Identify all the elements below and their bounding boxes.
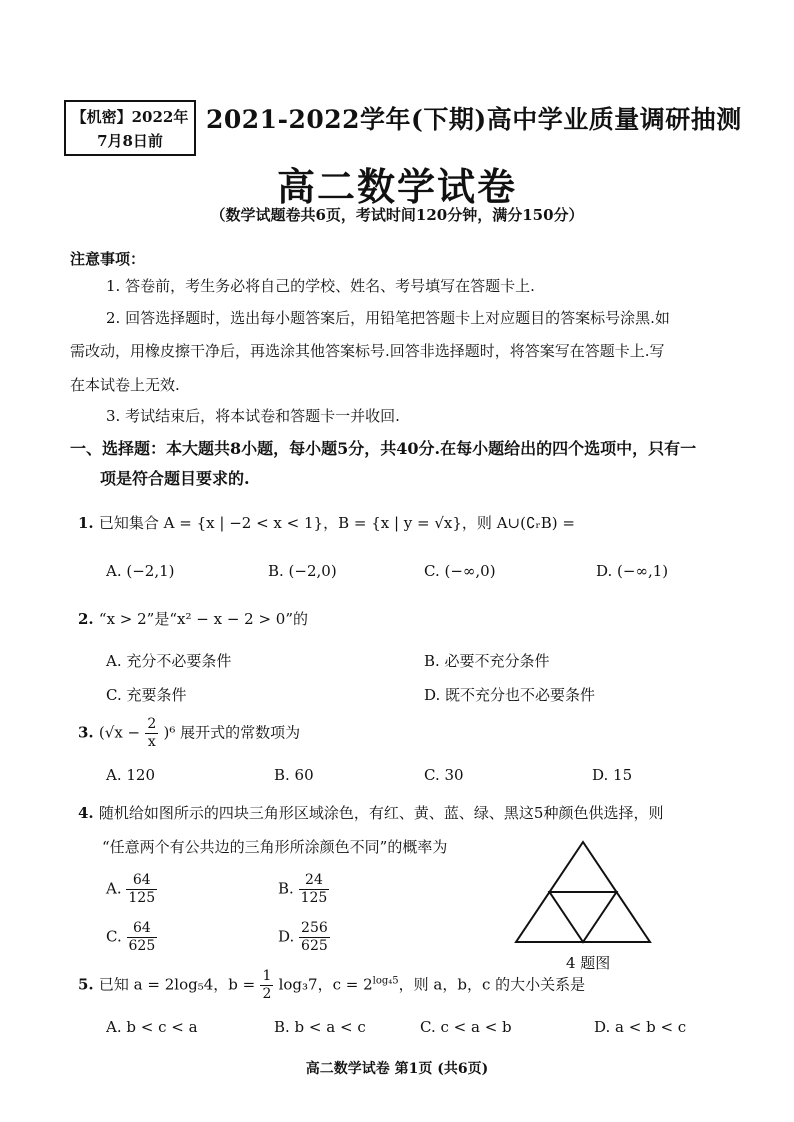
option-b bbox=[278, 872, 329, 907]
fraction-denominator: 125 bbox=[128, 890, 156, 906]
confidential-stamp bbox=[64, 100, 196, 156]
option-a bbox=[106, 872, 157, 907]
option-d: D. a < b < c bbox=[594, 1018, 687, 1036]
exponent: log₄5 bbox=[372, 975, 399, 987]
option-label: B. bbox=[278, 879, 294, 898]
fraction bbox=[260, 968, 273, 1003]
option-c: C. (−∞,0) bbox=[424, 562, 496, 580]
exam-title: 高二数学试卷 bbox=[276, 164, 517, 209]
fraction-numerator: 1 bbox=[262, 968, 272, 984]
fraction-numerator: 24 bbox=[299, 872, 330, 890]
option-a: A. b < c < a bbox=[106, 1018, 198, 1036]
question-stem-cont: “任意两个有公共边的三角形所涂颜色不同”的概率为 bbox=[102, 838, 448, 856]
exam-subtitle: （数学试题卷共6页，考试时间120分钟，满分150分） bbox=[210, 206, 584, 224]
fraction-numerator: 64 bbox=[126, 872, 157, 890]
option-c: C. 30 bbox=[424, 766, 464, 784]
fraction-denominator: 2 bbox=[262, 986, 272, 1002]
fraction bbox=[299, 872, 330, 907]
question-3 bbox=[78, 716, 300, 751]
note-item: 2. 回答选择题时，选出每小题答案后，用铅笔把答题卡上对应题目的答案标号涂黑.如 bbox=[106, 309, 670, 327]
question-stem-c: ，则 a，b，c 的大小关系是 bbox=[398, 975, 586, 994]
option-b: B. 必要不充分条件 bbox=[424, 652, 550, 670]
stamp-line1: 【机密】2022年 bbox=[71, 108, 189, 126]
option-a: A. 120 bbox=[106, 766, 155, 784]
option-c: C. c < a < b bbox=[420, 1018, 512, 1036]
fraction bbox=[145, 716, 158, 751]
question-5 bbox=[78, 968, 585, 1003]
option-label: A. bbox=[106, 879, 122, 898]
notes-heading: 注意事项： bbox=[70, 250, 146, 268]
question-number: 3. bbox=[78, 723, 94, 742]
question-stem: 随机给如图所示的四块三角形区域涂色，有红、黄、蓝、绿、黑这5种颜色供选择，则 bbox=[98, 804, 664, 822]
option-d: D. 既不充分也不必要条件 bbox=[424, 686, 596, 704]
option-d: D. 15 bbox=[592, 766, 633, 784]
fraction bbox=[126, 872, 157, 907]
question-stem: “x > 2”是“x² − x − 2 > 0”的 bbox=[98, 610, 309, 628]
fraction-denominator: x bbox=[147, 734, 156, 750]
exam-series-title: 2021-2022学年(下期)高中学业质量调研抽测 bbox=[206, 105, 742, 134]
fraction-numerator: 2 bbox=[147, 716, 157, 732]
note-item: 1. 答卷前，考生务必将自己的学校、姓名、考号填写在答题卡上. bbox=[106, 277, 535, 295]
option-c bbox=[106, 920, 157, 955]
option-a: A. 充分不必要条件 bbox=[106, 652, 232, 670]
question-stem: 已知集合 A = {x | −2 < x < 1}，B = {x | y = √x}，则 A∪(∁ᵣB) = bbox=[98, 514, 575, 532]
question-number: 4. bbox=[78, 804, 94, 822]
option-d: D. (−∞,1) bbox=[596, 562, 669, 580]
figure-caption: 4 题图 bbox=[566, 954, 611, 972]
fraction-denominator: 625 bbox=[301, 938, 328, 954]
fraction-denominator: 125 bbox=[300, 890, 328, 906]
fraction-numerator: 256 bbox=[301, 920, 328, 936]
option-b: B. 60 bbox=[274, 766, 314, 784]
option-c: C. 充要条件 bbox=[106, 686, 187, 704]
section-heading: 一、选择题：本大题共8小题，每小题5分，共40分.在每小题给出的四个选项中，只有一 bbox=[70, 439, 697, 458]
fraction-denominator: 625 bbox=[128, 938, 156, 954]
question-stem-post: )⁶ 展开式的常数项为 bbox=[163, 723, 301, 742]
question-stem-b: log₃7，c = 2 bbox=[278, 975, 373, 994]
fraction bbox=[299, 920, 330, 955]
question-1 bbox=[78, 512, 575, 533]
option-label: D. bbox=[278, 927, 295, 946]
note-item: 在本试卷上无效. bbox=[70, 376, 180, 394]
option-b: B. b < a < c bbox=[274, 1018, 366, 1036]
note-item: 3. 考试结束后，将本试卷和答题卡一并收回. bbox=[106, 407, 400, 425]
stamp-line2: 7月8日前 bbox=[97, 132, 163, 150]
fraction-numerator: 64 bbox=[127, 920, 158, 938]
inner-triangle bbox=[550, 892, 617, 942]
option-label: C. bbox=[106, 927, 122, 946]
question-2 bbox=[78, 608, 308, 629]
section-heading-cont: 项是符合题目要求的. bbox=[100, 469, 250, 488]
question-stem-pre: (√x − bbox=[98, 723, 141, 742]
note-item: 需改动，用橡皮擦干净后，再选涂其他答案标号.回答非选择题时，将答案写在答题卡上.写 bbox=[70, 342, 665, 360]
option-d bbox=[278, 920, 330, 955]
option-b: B. (−2,0) bbox=[268, 562, 337, 580]
fraction bbox=[127, 920, 158, 955]
triangle-figure bbox=[508, 838, 658, 946]
page-footer: 高二数学试卷 第1页 (共6页) bbox=[305, 1061, 489, 1077]
option-a: A. (−2,1) bbox=[106, 562, 175, 580]
question-stem-a: 已知 a = 2log₅4，b = bbox=[98, 975, 256, 994]
question-4 bbox=[78, 802, 663, 823]
question-number: 1. bbox=[78, 514, 94, 532]
question-number: 5. bbox=[78, 975, 94, 994]
question-number: 2. bbox=[78, 610, 94, 628]
